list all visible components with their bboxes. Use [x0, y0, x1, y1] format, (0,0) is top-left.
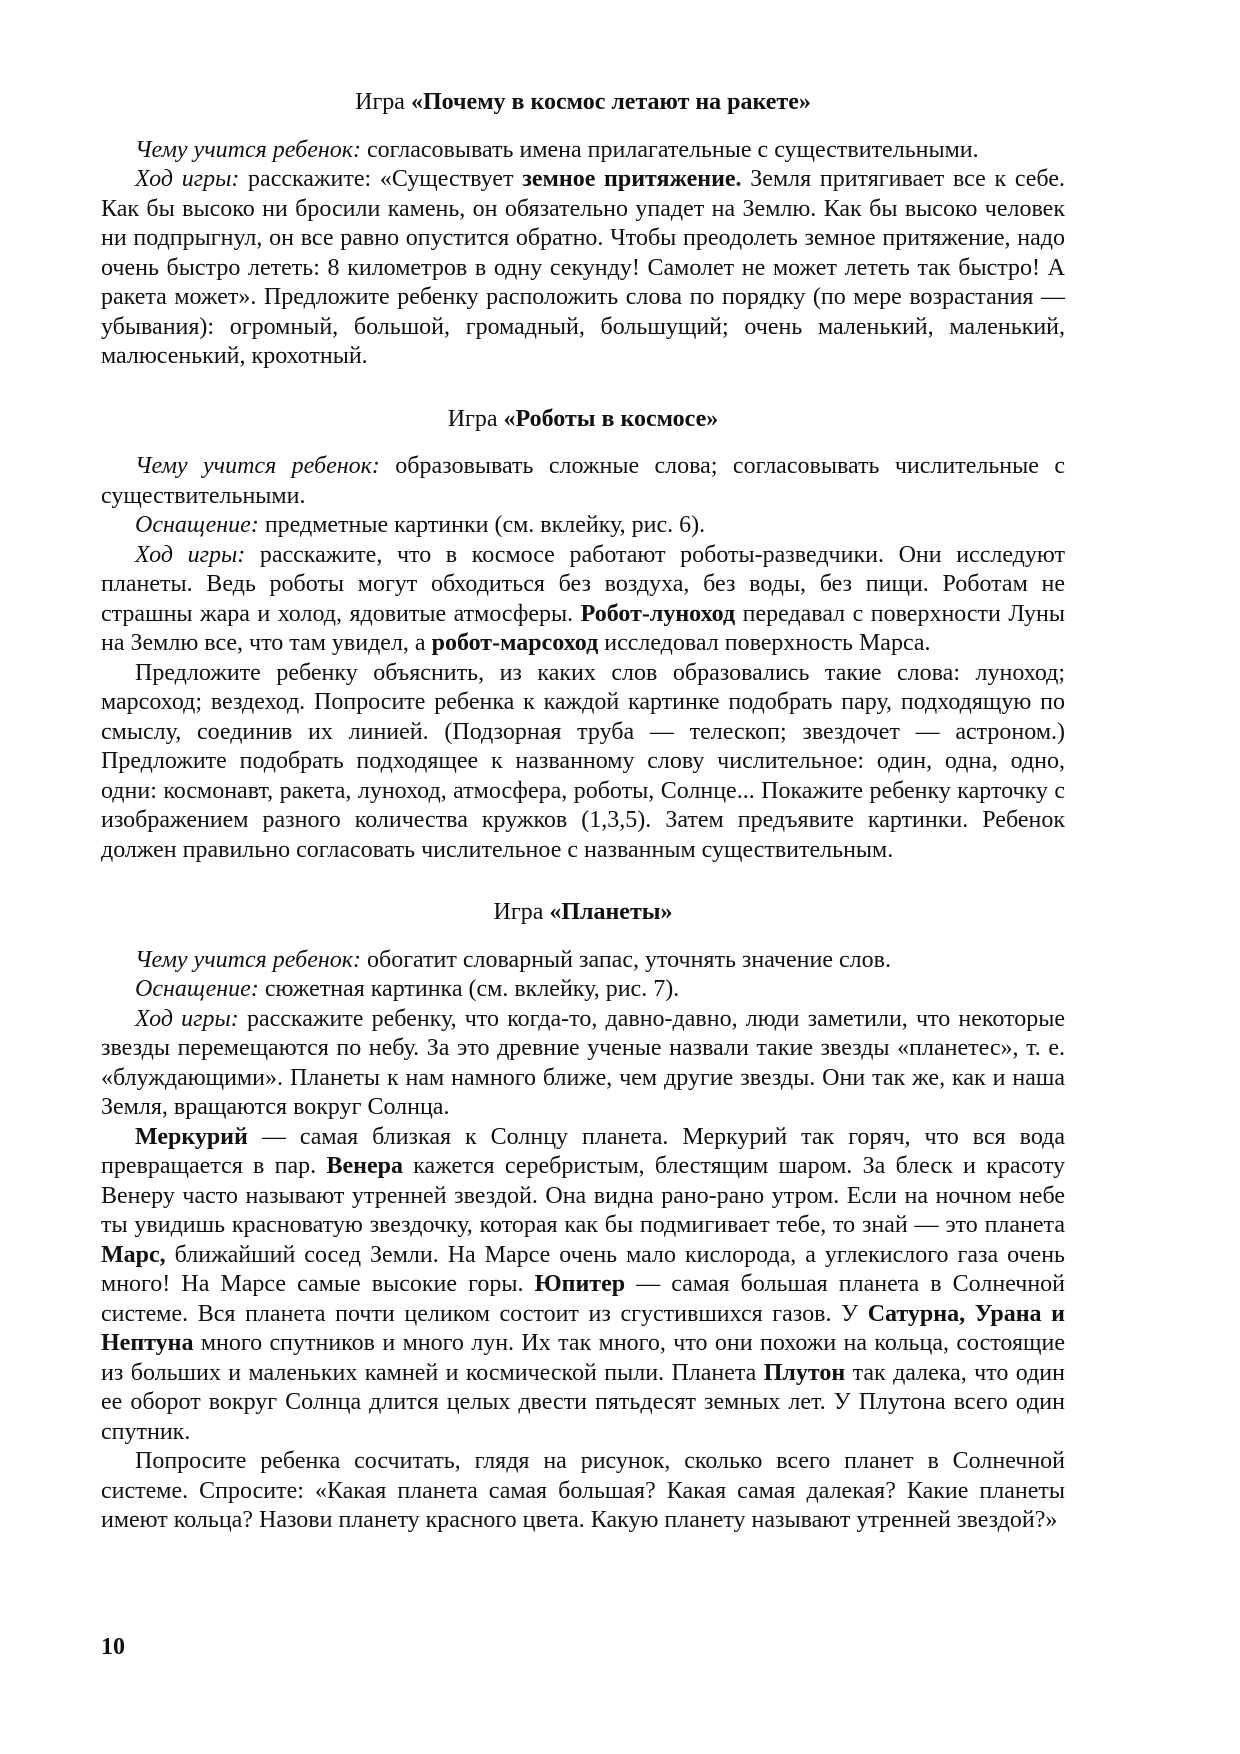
game-section-robots — [101, 405, 1065, 866]
section-title — [101, 88, 1065, 118]
title-prefix: Игра — [447, 405, 498, 432]
planet-name: Сатурна, Урана и Нептуна — [101, 1300, 1065, 1356]
move-text: исследовал поверхность Марса. — [598, 630, 931, 656]
equip-label: Оснащение: — [135, 512, 259, 538]
body-paragraph: Предложите ребенку объяснить, из каких слов образовались такие слова: луноход; марсоход; вездеход. Попросите ребенка к каждой картинке подобрать пару, подходящую по смыслу, соединив их линией. (Подзорная труба — телескоп; звездочет — астроном.) Предложите подобрать подходящее к названному слову числительное: один, одна, одно, одни: космонавт, ракета, луноход, атмосфера, роботы, Солнце... Покажите ребенку карточку с изображением разного количества кружков (1,3,5). Затем предъявите картинки. Ребенок должен правильно согласовать числительное с названным существительным. — [101, 659, 1065, 863]
page-number: 10 — [101, 1634, 125, 1660]
equip-text: сюжетная картинка (см. вклейку, рис. 7). — [258, 976, 680, 1002]
page-body — [101, 88, 1065, 1536]
learn-text: согласовывать имена прилагательные с существительными. — [360, 136, 979, 163]
title-prefix: Игра — [355, 89, 405, 115]
planet-name: Юпитер — [534, 1271, 626, 1297]
body-text: — самая большая планета в Солнечной системе. Вся планета почти целиком состоит из сгустившихся газов. У — [101, 1271, 1065, 1327]
move-paragraph — [101, 165, 1065, 372]
game-section-rocket — [101, 88, 1065, 372]
move-paragraph — [101, 1005, 1065, 1123]
move-bold-term: земное притяжение. — [522, 166, 742, 192]
move-label: Ход игры: — [135, 541, 246, 568]
learn-label: Чему учится ребенок: — [135, 136, 361, 163]
move-label: Ход игры: — [135, 1005, 239, 1032]
body-text: много спутников и много лун. Их так много, что они похожи на кольца, состоящие из больших и маленьких камней и космической пыли. Планета — [101, 1330, 1065, 1386]
planet-name: Венера — [326, 1153, 403, 1179]
move-text: расскажите: «Существует — [239, 166, 523, 192]
section-title — [101, 898, 1065, 928]
learn-text: обогатит словарный запас, уточнять значение слов. — [360, 946, 891, 973]
title-name: «Почему в космос летают на ракете» — [410, 89, 811, 115]
equip-label: Оснащение: — [135, 976, 259, 1002]
title-prefix: Игра — [493, 899, 544, 925]
move-text: расскажите ребенку, что когда-то, давно-давно, люди заметили, что некоторые звезды перемещаются по небу. За это древние ученые назвали такие звезды «планетес», т. е. «блуждающими». Планеты к нам намного ближе, чем другие звезды. Они так же, как и наша Земля, вращаются вокруг Солнца. — [101, 1005, 1065, 1120]
body-paragraph: Попросите ребенка сосчитать, глядя на рисунок, сколько всего планет в Солнечной системе. Спросите: «Какая планета самая большая? Какая самая далекая? Какие планеты имеют кольца? Назови планету красного цвета. Какую планету называют утренней звездой?» — [101, 1448, 1065, 1533]
planet-name: Меркурий — [135, 1123, 248, 1150]
body-text: кажется серебристым, блестящим шаром. За блеск и красоту Венеру часто называют утренней звездой. Она видна рано-рано утром. Если на ночном небе ты увидишь красноватую звездочку, которая как бы подмигивает тебе, то знай — это планета — [101, 1153, 1065, 1238]
learn-paragraph — [101, 946, 1065, 976]
planet-name: Марс, — [101, 1241, 166, 1268]
equip-text: предметные картинки (см. вклейку, рис. 6). — [258, 512, 706, 538]
planet-name: Плутон — [763, 1359, 846, 1386]
learn-text: образовывать сложные слова; согласовывать числительные с существительными. — [101, 453, 1066, 509]
title-name: «Планеты» — [549, 899, 673, 925]
equip-paragraph — [101, 511, 1065, 541]
move-label: Ход игры: — [135, 166, 240, 192]
equip-paragraph — [101, 975, 1065, 1005]
learn-paragraph — [101, 136, 1065, 166]
section-title — [101, 405, 1065, 435]
move-bold-term: робот-марсоход — [431, 630, 599, 656]
title-name: «Роботы в космосе» — [503, 405, 719, 432]
move-bold-term: Робот-луноход — [580, 600, 736, 627]
move-text: передавал с поверхности Луны на Землю все, что там увидел, а — [101, 600, 1065, 656]
learn-label: Чему учится ребенок: — [135, 453, 380, 479]
learn-paragraph — [101, 452, 1065, 511]
body-text: ближайший сосед Земли. На Марсе очень мало кислорода, а углекислого газа очень много! На Марсе самые высокие горы. — [101, 1241, 1065, 1297]
body-text: так далека, что один ее оборот вокруг Солнца длится целых двести пятьдесят земных лет. У Плутона всего один спутник. — [101, 1359, 1065, 1445]
body-text: — самая близкая к Солнцу планета. Меркурий так горяч, что вся вода превращается в пар. — [101, 1123, 1065, 1179]
move-text: Земля притягивает все к себе. Как бы высоко ни бросили камень, он обязательно упадет на Землю. Как бы высоко человек ни подпрыгнул, он все равно опустится обратно. Чтобы преодолеть земное притяжение, надо очень быстро лететь: 8 километров в одну секунду! Самолет не может лететь так быстро! А ракета может». Предложите ребенку расположить слова по порядку (по мере возрастания — убывания): огромный, большой, громадный, большущий; очень маленький, маленький, малюсенький, крохотный. — [101, 166, 1065, 369]
move-text: расскажите, что в космосе работают роботы-разведчики. Они исследуют планеты. Ведь роботы могут обходиться без воздуха, без воды, без пищи. Роботам не страшны жара и холод, ядовитые атмосферы. — [101, 541, 1065, 627]
move-paragraph — [101, 541, 1065, 659]
game-section-planets — [101, 898, 1065, 1536]
learn-label: Чему учится ребенок: — [135, 946, 361, 973]
planets-paragraph — [101, 1123, 1065, 1448]
